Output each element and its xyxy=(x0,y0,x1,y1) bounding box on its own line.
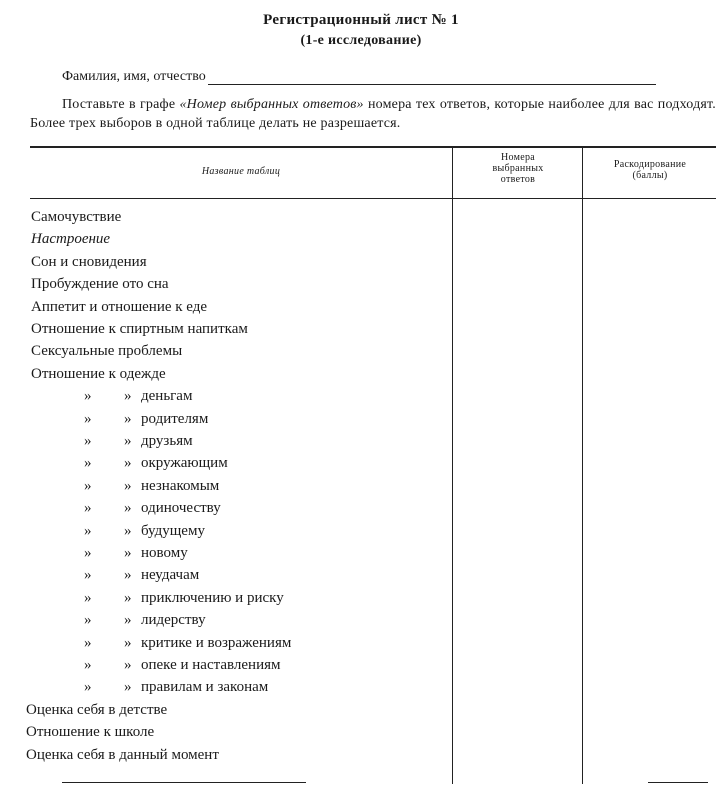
table-row-label: Сексуальные проблемы xyxy=(31,343,183,360)
ditto-mark: » xyxy=(124,545,132,561)
table-row-label: Отношение к спиртным напиткам xyxy=(31,321,248,337)
table-row-label: неудачам xyxy=(141,567,200,584)
footer-rule-left xyxy=(62,782,306,783)
column-header-numbers xyxy=(455,152,581,185)
ditto-mark: » xyxy=(124,433,132,449)
table-header-rule xyxy=(30,198,716,199)
table-row-label: Пробуждение ото сна xyxy=(31,276,169,293)
table-row xyxy=(31,364,166,386)
page-subtitle: (1-е исследование) xyxy=(300,33,422,48)
ditto-mark: » xyxy=(124,522,132,539)
ditto-mark: » xyxy=(84,657,92,673)
table-row xyxy=(26,745,219,767)
ditto-mark: » xyxy=(84,477,92,494)
table-row-label: Сон и сновидения xyxy=(31,253,147,270)
ditto-mark: » xyxy=(84,589,92,606)
instructions-part2: номера тех ответов, которые наиболее для вас подходят. Более трех выборов в одной таблице делать не разрешается. xyxy=(30,97,716,131)
table-row-label: незнакомым xyxy=(141,477,220,494)
table-row-label: Оценка себя в данный момент xyxy=(26,746,219,763)
ditto-mark: » xyxy=(84,567,92,584)
table-row-label: Отношение к школе xyxy=(26,724,155,741)
footer-rule-right xyxy=(648,782,708,783)
ditto-mark: » xyxy=(84,410,92,427)
table-row-label: Аппетит и отношение к еде xyxy=(31,298,208,315)
ditto-mark: » xyxy=(124,477,132,494)
table-row xyxy=(31,207,121,229)
instructions-column-name: «Номер выбранных ответов» xyxy=(179,97,364,112)
ditto-mark: » xyxy=(124,455,132,472)
ditto-mark: » xyxy=(84,388,92,405)
name-field-row xyxy=(62,68,656,85)
table-row xyxy=(26,700,167,722)
table-row-label: лидерству xyxy=(141,612,206,629)
table-row-label: окружающим xyxy=(141,455,228,472)
table-row xyxy=(26,722,154,744)
table-row-label: новому xyxy=(141,545,188,561)
ditto-mark: » xyxy=(124,500,132,517)
table-row xyxy=(31,252,147,274)
table-row-label: будущему xyxy=(141,522,205,539)
table-top-rule xyxy=(30,146,716,148)
name-field-label: Фамилия, имя, отчество xyxy=(62,69,206,84)
ditto-mark: » xyxy=(84,612,92,629)
table-row-label: опеке и наставлениям xyxy=(141,657,281,673)
ditto-mark: » xyxy=(124,589,132,606)
table-row-label: Оценка себя в детстве xyxy=(26,701,168,718)
table-row-label: Самочувствие xyxy=(31,209,122,225)
table-row-label: критике и возражениям xyxy=(141,634,292,651)
table-row xyxy=(31,341,182,363)
ditto-mark: » xyxy=(84,522,92,539)
ditto-mark: » xyxy=(124,679,132,696)
table-row-label: приключению и риску xyxy=(141,589,284,606)
ditto-mark: » xyxy=(124,657,132,673)
ditto-mark: » xyxy=(84,500,92,517)
column-header-numbers-text: Номера выбранных ответов xyxy=(492,152,544,185)
ditto-mark: » xyxy=(84,679,92,696)
column-divider-1 xyxy=(452,146,453,784)
ditto-mark: » xyxy=(84,455,92,472)
instructions xyxy=(30,95,716,133)
table-row-label: деньгам xyxy=(141,388,193,405)
table-row xyxy=(31,319,248,341)
table-row-label: друзьям xyxy=(141,433,193,449)
column-divider-2 xyxy=(582,146,583,784)
column-header-name: Название таблиц xyxy=(201,166,281,177)
ditto-mark: » xyxy=(124,388,132,405)
instructions-part1: Поставьте в графе xyxy=(62,97,180,112)
page-title: Регистрационный лист № 1 xyxy=(263,12,459,28)
name-field-blank[interactable] xyxy=(208,70,656,85)
table-row-label: Настроение xyxy=(31,231,111,248)
table-row xyxy=(31,274,169,296)
ditto-mark: » xyxy=(124,634,132,651)
table-row-label: правилам и законам xyxy=(141,679,269,696)
ditto-mark: » xyxy=(124,612,132,629)
table-row-label: родителям xyxy=(141,410,209,427)
ditto-mark: » xyxy=(84,433,92,449)
table-row-label: одиночеству xyxy=(141,500,221,517)
ditto-mark: » xyxy=(84,545,92,561)
column-header-decoding-text: Раскодирование (баллы) xyxy=(613,159,687,181)
ditto-mark: » xyxy=(84,634,92,651)
table-row xyxy=(31,229,110,251)
ditto-mark: » xyxy=(124,567,132,584)
column-header-decoding xyxy=(585,159,715,181)
table-row xyxy=(31,297,207,319)
ditto-mark: » xyxy=(124,410,132,427)
table-row-label: Отношение к одежде xyxy=(31,365,166,382)
